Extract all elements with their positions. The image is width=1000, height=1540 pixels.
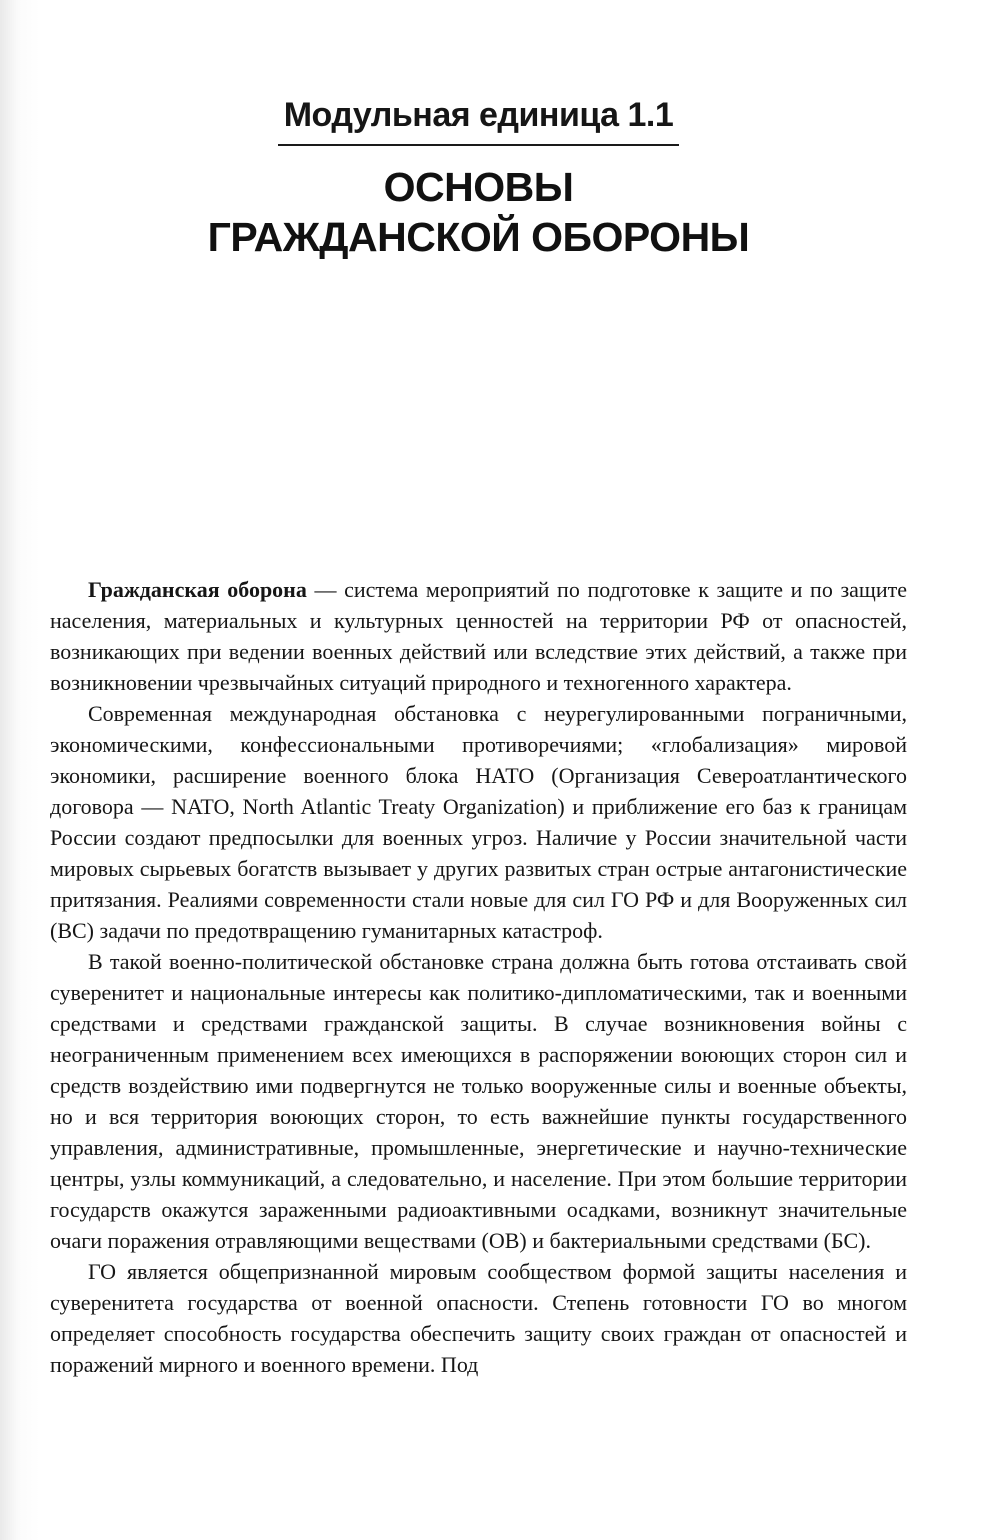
page-title-line1: ОСНОВЫ <box>383 164 574 210</box>
module-label: Модульная единица 1.1 <box>278 96 680 146</box>
body-text <box>50 574 907 1380</box>
paragraph-definition <box>50 574 907 698</box>
heading-block <box>50 96 907 262</box>
page-title-line2: ГРАЖДАНСКОЙ ОБОРОНЫ <box>207 214 750 261</box>
paragraph-text: — система мероприятий по подготовке к защите и по защите населения, материальных и культурных ценностей на территории РФ от опасностей, возникающих при ведении военных действий или вследствие этих действий, а также при возникновении чрезвычайных ситуаций природного и техногенного характера. <box>50 577 907 696</box>
module-label-row <box>50 96 907 146</box>
paragraph <box>50 698 907 946</box>
paragraph-text: Современная международная обстановка с неурегулированными пограничными, экономическими, конфессиональными противоречиями; «глобализация» мировой экономики, расширение военного блока НАТО (Организация Североатлантического договора — NATO, North Atlantic Treaty Organization) и приближение его баз к границам России создают предпосылки для военных угроз. Наличие у России значительной части мировых сырьевых богатств вызывает у других развитых стран острые антагонистические притязания. Реалиями современности стали новые для сил ГО РФ и для Вооруженных сил (ВС) задачи по предотвращению гуманитарных катастроф. <box>50 701 907 944</box>
paragraph-text: В такой военно-политической обстановке страна должна быть готова отстаивать свой суверенитет и национальные интересы как политико-дипломатическими, так и военными средствами и средствами гражданской защиты. В случае возникновения войны с неограниченным применением всех имеющихся в распоряжении воюющих сторон сил и средств воздействию ими подвергнутся не только вооруженные силы и военные объекты, но и вся территория воюющих сторон, то есть важнейшие пункты государственного управления, административные, промышленные, энергетические и научно-технические центры, узлы коммуникаций, а следовательно, и население. При этом большие территории государств окажутся зараженными радиоактивными осадками, возникнут значительные очаги поражения отравляющими веществами (ОВ) и бактериальными средствами (БС). <box>50 949 907 1254</box>
paragraph <box>50 946 907 1256</box>
paragraph-text: ГО является общепризнанной мировым сообществом формой защиты населения и суверенитета государства от военной опасности. Степень готовности ГО во многом определяет способность государства обеспечить защиту своих граждан от опасностей и поражений мирного и военного времени. Под <box>50 1259 907 1378</box>
term-lead: Гражданская оборона <box>88 577 307 603</box>
page-title <box>50 162 907 262</box>
paragraph <box>50 1256 907 1380</box>
